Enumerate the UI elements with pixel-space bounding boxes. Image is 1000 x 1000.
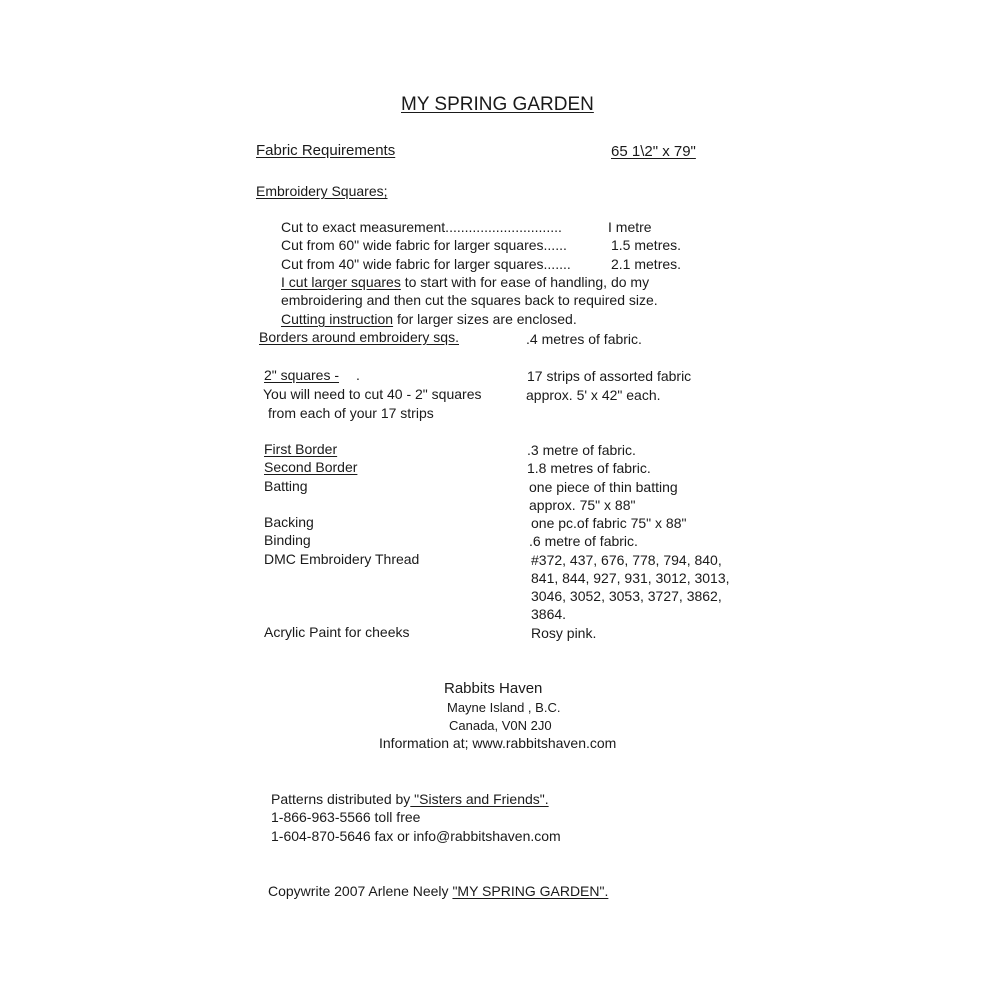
embroidery-squares-heading: Embroidery Squares; — [256, 183, 388, 199]
second-border-value: 1.8 metres of fabric. — [527, 460, 651, 476]
embroidery-value-1: I metre — [608, 219, 652, 235]
embroidery-value-3: 2.1 metres. — [611, 256, 682, 272]
acrylic-paint-label: Acrylic Paint for cheeks — [264, 624, 410, 640]
first-border-label: First Border — [264, 441, 338, 457]
binding-label: Binding — [264, 532, 311, 548]
two-inch-line-2-value: approx. 5' x 42" each. — [526, 387, 661, 403]
embroidery-line-1: Cut to exact measurement.............................. — [281, 219, 562, 235]
quilt-size: 65 1\2" x 79" — [611, 143, 696, 160]
copyright-title: "MY SPRING GARDEN". — [452, 883, 609, 899]
batting-value-2: approx. 75" x 88" — [529, 497, 636, 513]
second-border-label: Second Border — [264, 459, 358, 475]
two-inch-dot: . — [356, 367, 360, 383]
dmc-thread-line-3: 3046, 3052, 3053, 3727, 3862, — [531, 588, 722, 604]
embroidery-line-3: Cut from 40" wide fabric for larger squares....... — [281, 256, 571, 272]
binding-value: .6 metre of fabric. — [529, 533, 638, 549]
borders-label: Borders around embroidery sqs. — [259, 329, 459, 345]
embroidery-note-3 — [281, 310, 577, 328]
batting-label: Batting — [264, 478, 308, 494]
note-text: to start with for ease of handling, do my — [400, 274, 650, 290]
company-address-2: Canada, V0N 2J0 — [449, 718, 552, 733]
dmc-thread-line-1: #372, 437, 676, 778, 794, 840, — [531, 552, 722, 568]
two-inch-line-2: You will need to cut 40 - 2" squares — [263, 386, 482, 402]
dmc-thread-line-4: 3864. — [531, 606, 567, 622]
distributor-name: "Sisters and Friends". — [410, 791, 549, 807]
copyright-line — [268, 882, 608, 900]
first-border-value: .3 metre of fabric. — [527, 442, 636, 458]
acrylic-paint-value: Rosy pink. — [531, 625, 597, 641]
company-name: Rabbits Haven — [444, 680, 543, 697]
two-inch-squares-label: 2" squares - — [264, 367, 340, 383]
backing-label: Backing — [264, 514, 314, 530]
page-title: MY SPRING GARDEN — [401, 94, 594, 115]
embroidery-line-2: Cut from 60" wide fabric for larger squares...... — [281, 237, 567, 253]
distribution-line — [271, 790, 549, 808]
two-inch-line-3: from each of your 17 strips — [268, 405, 434, 421]
toll-free-phone: 1-866-963-5566 toll free — [271, 809, 421, 825]
note-underlined: Cutting instruction — [281, 311, 394, 327]
note-underlined: I cut larger squares — [281, 274, 401, 290]
company-address-1: Mayne Island , B.C. — [447, 700, 561, 715]
company-info: Information at; www.rabbitshaven.com — [379, 735, 617, 751]
borders-value: .4 metres of fabric. — [526, 331, 642, 347]
note-text: for larger sizes are enclosed. — [393, 311, 577, 327]
dmc-thread-label: DMC Embroidery Thread — [264, 551, 420, 567]
fax-and-email: 1-604-870-5646 fax or info@rabbitshaven.com — [271, 828, 561, 844]
fabric-requirements-heading: Fabric Requirements — [256, 142, 396, 159]
distribution-prefix: Patterns distributed by — [271, 791, 411, 807]
backing-value: one pc.of fabric 75" x 88" — [531, 515, 687, 531]
embroidery-note-2: embroidering and then cut the squares back to required size. — [281, 292, 658, 308]
copyright-text: Copywrite 2007 Arlene Neely — [268, 883, 453, 899]
batting-value-1: one piece of thin batting — [529, 479, 678, 495]
dmc-thread-line-2: 841, 844, 927, 931, 3012, 3013, — [531, 570, 730, 586]
embroidery-note-1 — [281, 273, 649, 291]
two-inch-value: 17 strips of assorted fabric — [527, 368, 692, 384]
embroidery-value-2: 1.5 metres. — [611, 237, 682, 253]
